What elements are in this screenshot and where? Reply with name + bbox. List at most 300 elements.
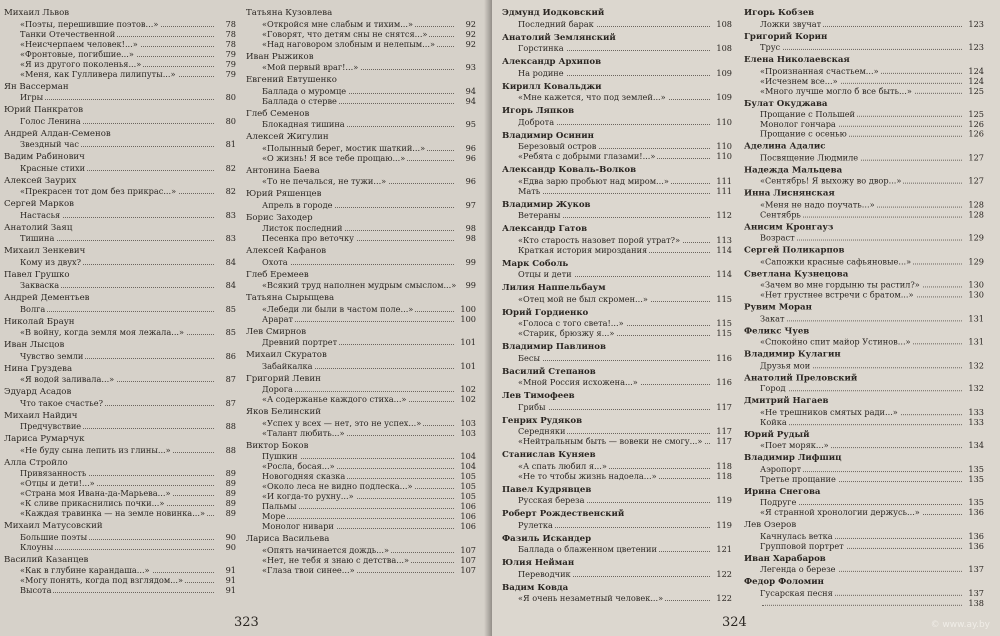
author-name: Дмитрий Нагаев (744, 396, 829, 407)
toc-line (502, 353, 732, 363)
toc-line (744, 417, 984, 427)
page-ref: 99 (465, 256, 476, 267)
author-name: Нина Груздева (4, 363, 73, 374)
page-ref: 134 (968, 440, 984, 451)
author-name: Юрий Панкратов (4, 105, 84, 115)
toc-entry (502, 57, 732, 78)
author-name: Юрий Гордиенко (502, 307, 589, 318)
page-ref: 101 (460, 337, 476, 347)
toc-entry (502, 450, 732, 481)
page-ref: 122 (716, 593, 732, 603)
toc-entry (744, 302, 984, 322)
toc-entry (4, 521, 236, 552)
poem-title: Кому из двух? (20, 256, 82, 267)
toc-entry (4, 199, 236, 220)
page-ref: 102 (460, 384, 476, 394)
author-name: Ирина Снегова (744, 486, 821, 497)
toc-entry (502, 509, 732, 530)
toc-line (502, 210, 732, 220)
page-ref: 86 (225, 350, 236, 361)
author-name: Павел Кудрявцев (502, 484, 592, 495)
poem-title: «Над наговором злобным и нелепым...» (262, 38, 435, 49)
poem-title: Подруге (760, 497, 797, 507)
author-name: Михаил Львов (4, 8, 70, 18)
page-ref: 116 (716, 352, 732, 363)
toc-line (4, 542, 236, 552)
toc-line (246, 304, 476, 314)
toc-line (246, 394, 476, 404)
toc-line (744, 42, 984, 52)
toc-entry (744, 246, 984, 266)
author-name: Владимир Павлинов (502, 342, 606, 352)
poem-title: Березовый остров (518, 141, 597, 151)
toc-line (4, 374, 236, 384)
poem-title: Море (262, 511, 286, 521)
toc-entry (744, 98, 984, 138)
toc-line (744, 564, 984, 574)
author-name: Анатолий Преловский (744, 372, 858, 383)
page-ref: 106 (460, 501, 476, 511)
dot-leader (762, 604, 962, 605)
poem-title: «Каждая травинка — на земле новинка...» (20, 508, 206, 518)
page-number-left: 323 (234, 615, 259, 630)
page-ref: 98 (465, 233, 476, 243)
poem-title: Высота (20, 585, 52, 595)
toc-line (4, 49, 236, 59)
toc-entry (4, 270, 236, 291)
author-name: Алексей Заурих (4, 175, 77, 186)
page-ref: 78 (225, 28, 236, 39)
toc-entry (744, 31, 984, 51)
poem-title: Баллада о блаженном цветении (518, 544, 657, 554)
poem-title: Отцы и дети (518, 269, 572, 279)
toc-line (502, 471, 732, 481)
toc-line (4, 163, 236, 173)
toc-line (744, 497, 984, 507)
author-name: Эдуард Асадов (4, 387, 72, 397)
poem-title (760, 597, 762, 607)
poem-title: Привязанность (20, 468, 87, 478)
toc-line (246, 491, 476, 501)
dot-leader (762, 390, 962, 391)
toc-entry (502, 82, 732, 103)
toc-entry (744, 373, 984, 393)
author-name: Марк Соболь (502, 258, 569, 269)
toc-entry (744, 520, 984, 550)
author-name: Феликс Чуев (744, 325, 810, 336)
poem-title: «Нет грустнее встречи с братом...» (760, 289, 914, 300)
poem-title: «Неисчерпаем человек!...» (20, 38, 138, 49)
toc-line (4, 19, 236, 29)
page-ref: 95 (465, 119, 476, 129)
toc-line (246, 233, 476, 243)
poem-title: «Старик, брюзжу я...» (518, 328, 615, 338)
page-ref: 119 (716, 519, 732, 530)
page-ref: 129 (968, 232, 984, 243)
page-ref: 92 (465, 28, 476, 39)
page-ref: 89 (225, 498, 236, 508)
poem-title: Тишина (20, 233, 55, 243)
page-ref: 88 (225, 421, 236, 431)
dot-leader (762, 49, 962, 50)
poem-title: «Едва зарю пробьют над миром...» (518, 175, 669, 186)
toc-entry (744, 453, 984, 483)
page-ref: 137 (968, 587, 984, 598)
author-name: Владимир Жуков (502, 199, 591, 210)
toc-line (246, 545, 476, 555)
poem-title: «Я водой заливала...» (20, 374, 115, 384)
toc-line (744, 440, 984, 450)
author-name: Лев Озеров (744, 519, 797, 530)
toc-line (744, 65, 984, 75)
toc-line (4, 508, 236, 518)
poem-title: «Как в глубине карандаша...» (20, 565, 150, 575)
toc-line (744, 129, 984, 139)
toc-line (246, 555, 476, 565)
toc-line (744, 152, 984, 162)
page-ref: 132 (968, 383, 984, 394)
poem-title: «И когда-то рухну...» (262, 491, 354, 501)
page-ref: 127 (968, 175, 984, 186)
page-ref: 96 (465, 152, 476, 163)
author-name: Игорь Ляпков (502, 106, 575, 116)
page-ref: 89 (225, 508, 236, 518)
dot-leader (520, 409, 710, 410)
toc-line (502, 92, 732, 102)
page-ref: 78 (225, 18, 236, 29)
toc-entry (502, 33, 732, 54)
poem-title: «Произнанная счастьем...» (760, 65, 879, 76)
author-name: Лилия Наппельбаум (502, 283, 606, 293)
page-ref: 90 (225, 531, 236, 542)
author-name: Сергей Марков (4, 199, 75, 209)
author-name: Лев Тимофеев (502, 391, 575, 401)
page-ref: 138 (968, 597, 984, 608)
poem-title: «Всякий труд наполнен мудрым смыслом...» (262, 280, 457, 290)
toc-line (744, 176, 984, 186)
author-name: Рувим Моран (744, 302, 812, 313)
author-name: Анисим Кронгауз (744, 222, 834, 233)
page-ref: 129 (968, 256, 984, 266)
toc-line (502, 495, 732, 505)
toc-line (4, 575, 236, 585)
page-ref: 133 (968, 406, 984, 417)
author-name: Владимир Лифшиц (744, 453, 842, 464)
toc-entry (4, 152, 236, 173)
toc-entry (246, 350, 476, 371)
author-name: Лариса Васильева (246, 534, 330, 544)
toc-entry (744, 142, 984, 162)
poem-title: «Прекрасен тот дом без прикрас...» (20, 186, 177, 196)
page-ref: 131 (968, 312, 984, 323)
poem-title: Переводчик (518, 568, 571, 579)
toc-entry (502, 165, 732, 196)
page-ref: 79 (225, 48, 236, 59)
toc-entry (246, 52, 476, 73)
author-name: Иван Лысцов (4, 340, 65, 350)
author-name: Юлия Нейман (502, 558, 575, 568)
page-ref: 104 (460, 461, 476, 471)
toc-entry (4, 387, 236, 408)
toc-line (4, 468, 236, 478)
poem-title: «Поэты, перешившие поэтов...» (20, 18, 159, 29)
author-name: Евгений Евтушенко (246, 75, 337, 85)
poem-title: Игры (20, 92, 44, 102)
page-ref: 110 (716, 116, 732, 127)
toc-line (246, 62, 476, 72)
author-name: Андрей Дементьев (4, 293, 90, 303)
author-name: Борис Заходер (246, 212, 313, 223)
toc-line (744, 256, 984, 266)
toc-line (246, 39, 476, 49)
page-ref: 97 (465, 199, 476, 210)
poem-title: «Исчезнем все...» (760, 75, 838, 86)
toc-line (246, 521, 476, 531)
toc-entry (246, 534, 476, 575)
toc-line (4, 257, 236, 267)
poem-title: На родине (518, 67, 564, 78)
poem-title: «Спокойно спит майор Устинов...» (760, 336, 911, 347)
toc-line (246, 361, 476, 371)
toc-entry (4, 411, 236, 432)
toc-line (502, 19, 732, 29)
page-ref: 96 (465, 176, 476, 186)
toc-line (744, 18, 984, 28)
toc-line (4, 398, 236, 408)
author-name: Александр Архипов (502, 57, 602, 67)
page-ref: 85 (225, 327, 236, 337)
poem-title: Апрель в городе (262, 199, 333, 210)
poem-title: «Ребята с добрыми глазами!...» (518, 151, 656, 161)
toc-entry (744, 8, 984, 28)
page-ref: 78 (225, 38, 236, 49)
toc-line (502, 43, 732, 53)
poem-title: Настасья (20, 209, 61, 220)
page-ref: 114 (716, 244, 732, 255)
toc-line (246, 86, 476, 96)
page-ref: 108 (716, 43, 732, 53)
toc-line (502, 176, 732, 186)
author-name: Михаил Найдич (4, 410, 78, 421)
author-name: Анатолий Землянский (502, 32, 616, 43)
page-ref: 136 (968, 507, 984, 517)
toc-line (744, 587, 984, 597)
poem-title: «Нет, не тебя я знаю с детства...» (262, 554, 410, 565)
page-ref: 107 (460, 564, 476, 575)
poem-title: «Могу понять, когда под взглядом...» (20, 575, 184, 585)
page-ref: 137 (968, 563, 984, 574)
poem-title: Предчувствие (20, 421, 82, 431)
toc-line (4, 532, 236, 542)
toc-entry (502, 416, 732, 447)
poem-title: Волга (20, 303, 46, 314)
poem-title: Краткая история мироздания (518, 244, 648, 255)
poem-title: «Росла, босая...» (262, 461, 335, 471)
page-ref: 89 (225, 468, 236, 478)
author-name: Ян Вассерман (4, 81, 69, 92)
author-name: Михаил Скуратов (246, 350, 327, 360)
poem-title: «Я странной хронологии держусь...» (760, 507, 920, 517)
author-name: Иван Рыжиков (246, 51, 314, 62)
page-ref: 123 (968, 18, 984, 29)
page-ref: 88 (225, 444, 236, 455)
toc-line (246, 511, 476, 521)
toc-entry (246, 327, 476, 348)
page-ref: 125 (968, 85, 984, 96)
author-name: Аделина Адалис (744, 141, 826, 152)
page-ref: 127 (968, 152, 984, 163)
page-ref: 117 (716, 426, 732, 436)
page-ref: 126 (968, 118, 984, 129)
toc-entry (4, 434, 236, 455)
dot-leader (22, 99, 214, 100)
poem-title: «А содержанье каждого стиха...» (262, 394, 407, 404)
left-column-1 (4, 8, 236, 595)
toc-line (502, 520, 732, 530)
toc-line (744, 85, 984, 95)
poem-title: Арарат (262, 313, 293, 324)
toc-entry (246, 166, 476, 187)
toc-line (4, 280, 236, 290)
poem-title: «Около леса не видно подлеска...» (262, 481, 413, 491)
page-ref: 79 (225, 68, 236, 79)
toc-entry (502, 485, 732, 506)
toc-line (246, 461, 476, 471)
page-ref: 92 (465, 38, 476, 49)
poem-title: Бесы (518, 352, 540, 363)
poem-title: Сентябрь (760, 209, 801, 220)
toc-line (4, 488, 236, 498)
author-name: Лев Смирнов (246, 326, 307, 337)
toc-line (744, 109, 984, 119)
poem-title: Трус (760, 41, 781, 52)
poem-title: «Я очень незаметный человек...» (518, 593, 664, 603)
author-name: Вадим Рабинович (4, 152, 85, 162)
page-ref: 109 (716, 92, 732, 102)
page-ref: 93 (465, 62, 476, 72)
author-name: Николай Браун (4, 316, 75, 327)
author-name: Роберт Рождественский (502, 509, 625, 519)
page-ref: 96 (465, 142, 476, 153)
toc-entry (744, 165, 984, 185)
page-number-right: 324 (722, 615, 747, 630)
toc-entry (246, 8, 476, 49)
poem-title: Аэропорт (760, 463, 802, 474)
page-ref: 100 (460, 313, 476, 324)
page-ref: 79 (225, 58, 236, 69)
toc-line (502, 235, 732, 245)
poem-title: Пальмы (262, 501, 297, 511)
toc-line (4, 116, 236, 126)
toc-entry (246, 189, 476, 210)
page-ref: 117 (716, 401, 732, 412)
toc-line (502, 461, 732, 471)
toc-entry (502, 224, 732, 255)
dot-leader (762, 424, 962, 425)
page-ref: 123 (968, 41, 984, 52)
toc-line (744, 289, 984, 299)
page-ref: 136 (968, 530, 984, 541)
toc-entry (4, 129, 236, 150)
page-ref: 111 (716, 185, 732, 196)
dot-leader (520, 193, 710, 194)
toc-line (246, 501, 476, 511)
author-name: Василий Казанцев (4, 554, 89, 565)
left-page (0, 0, 492, 636)
author-name: Иван Харабаров (744, 553, 826, 564)
poem-title: «Голоса с того света!...» (518, 318, 624, 328)
page-ref: 87 (225, 374, 236, 384)
author-name: Глеб Семенов (246, 108, 310, 119)
toc-line (246, 451, 476, 461)
page-ref: 101 (460, 360, 476, 371)
author-name: Станислав Куняев (502, 450, 596, 460)
toc-line (502, 426, 732, 436)
poem-title: Ложки звучат (760, 18, 822, 29)
poem-title: Доброта (518, 116, 555, 127)
author-name: Булат Окуджава (744, 98, 828, 109)
poem-title: «Меня не надо поучать...» (760, 199, 875, 210)
poem-title: «Не буду сына лепить из глины...» (20, 444, 171, 455)
toc-line (246, 29, 476, 39)
page-ref: 105 (460, 481, 476, 491)
poem-title: «Полынный берег, мостик шаткий...» (262, 142, 426, 153)
poem-title: «Я из другого поколенья...» (20, 58, 142, 69)
poem-title: Легенда о березе (760, 563, 836, 574)
toc-entry (744, 55, 984, 95)
toc-entry (246, 374, 476, 405)
toc-line (4, 351, 236, 361)
poem-title: «Меня, как Гулливера лилипуты...» (20, 68, 176, 79)
page-ref: 80 (225, 115, 236, 126)
poem-title: «Талант любить...» (262, 427, 345, 438)
page-ref: 104 (460, 451, 476, 461)
page-ref: 122 (716, 568, 732, 579)
toc-entry (4, 105, 236, 126)
toc-line (4, 304, 236, 314)
toc-line (246, 565, 476, 575)
page-ref: 133 (968, 416, 984, 427)
toc-line (4, 498, 236, 508)
toc-entry (4, 293, 236, 314)
toc-line (246, 314, 476, 324)
toc-line (744, 383, 984, 393)
toc-line (246, 384, 476, 394)
author-name: Юрий Рудый (744, 429, 810, 440)
poem-title: Гусарская песня (760, 587, 833, 598)
toc-entry (744, 553, 984, 573)
toc-line (502, 402, 732, 412)
page-ref: 94 (465, 85, 476, 96)
author-name: Анатолий Заяц (4, 222, 73, 233)
page-ref: 108 (716, 18, 732, 29)
page-ref: 124 (968, 75, 984, 86)
author-name: Юрий Ряшенцев (246, 189, 322, 199)
toc-line (4, 39, 236, 49)
page-ref: 82 (225, 186, 236, 196)
poem-title: «Успех у всех — нет, это не успех...» (262, 417, 422, 428)
page-ref: 102 (460, 394, 476, 404)
toc-entry (502, 308, 732, 339)
poem-title: Грибы (518, 401, 546, 412)
poem-title: Групповой портрет (760, 540, 844, 551)
author-name: Григорий Корин (744, 31, 828, 42)
poem-title: «Опять начинается дождь...» (262, 544, 390, 555)
author-name: Александр Гатов (502, 224, 588, 234)
poem-title: Русская береза (518, 495, 585, 505)
toc-line (744, 119, 984, 129)
toc-line (502, 186, 732, 196)
